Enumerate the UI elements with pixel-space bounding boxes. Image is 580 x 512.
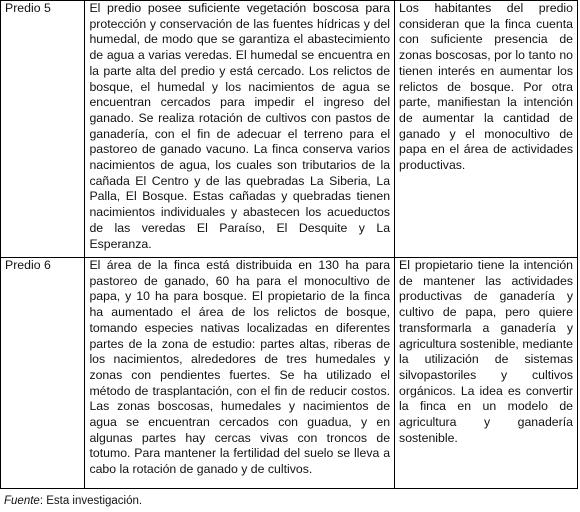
source-colon: : bbox=[39, 495, 47, 507]
predio-description-cell: El predio posee suficiente vegetación boscosa para protección y conservación de las fuentes hídricas y del humedal, de modo que se garantiza el abastecimiento de agua a varias veredas. El humedal se encuentra en la parte alta del predio y está cercado. Los relictos de bosque, el humedal y los nacimientos de agua se encuentran cercados para impedir el ingreso del ganado. Se realiza rotación de cultivos con pastos de ganadería, con el fin de adecuar el terreno para el pastoreo de ganado vacuno. La finca conserva varios nacimientos de agua, los cuales son tributarios de la cañada El Centro y de las quebradas La Siberia, La Palla, El Bosque. Estas cañadas y quebradas tienen nacimientos individuales y abastecen los acueductos de las veredas El Paraíso, El Desquite y La Esperanza. bbox=[85, 1, 395, 258]
source-note bbox=[4, 494, 142, 508]
table-row bbox=[1, 258, 578, 489]
predio-social-cell: Los habitantes del predio consideran que la finca cuenta con suficiente presencia de zonas boscosas, por lo tanto no tienen interés en aumentar los relictos de bosque. Por otra parte, manifiestan la intención de aumentar la cantidad de ganado y el monocultivo de papa en el área de actividades productivas. bbox=[395, 1, 578, 258]
table-row bbox=[1, 1, 578, 258]
source-label: Fuente bbox=[4, 495, 40, 507]
predio-name-cell: Predio 5 bbox=[1, 1, 85, 258]
predio-name-cell: Predio 6 bbox=[1, 258, 85, 489]
source-text: Esta investigación. bbox=[46, 495, 143, 507]
predio-description-cell: El área de la finca está distribuida en 130 ha para pastoreo de ganado, 60 ha para el monocultivo de papa, y 10 ha para bosque. El propietario de la finca ha aumentado el área de los relictos de bosque, tomando especies nativas localizadas en diferentes partes de la zona de estudio: partes altas, riberas de los nacimientos, alrededores de tres humedales y zonas con pendientes fuertes. Se ha utilizado el método de trasplantación, con el fin de reducir costos. Las zonas boscosas, humedales y nacimientos de agua se encuentran cercados con guadua, y en algunas partes hay cercas vivas con troncos de totumo. Para mantener la fertilidad del suelo se lleva a cabo la rotación de ganado y de cultivos. bbox=[85, 258, 395, 489]
predio-social-cell: El propietario tiene la intención de mantener las actividades productivas de ganadería y cultivo de papa, pero quiere transformarla a ganadería y agricultura sostenible, mediante la utilización de sistemas silvopastoriles y cultivos orgánicos. La idea es convertir la finca en un modelo de agricultura y ganadería sostenible. bbox=[395, 258, 578, 489]
